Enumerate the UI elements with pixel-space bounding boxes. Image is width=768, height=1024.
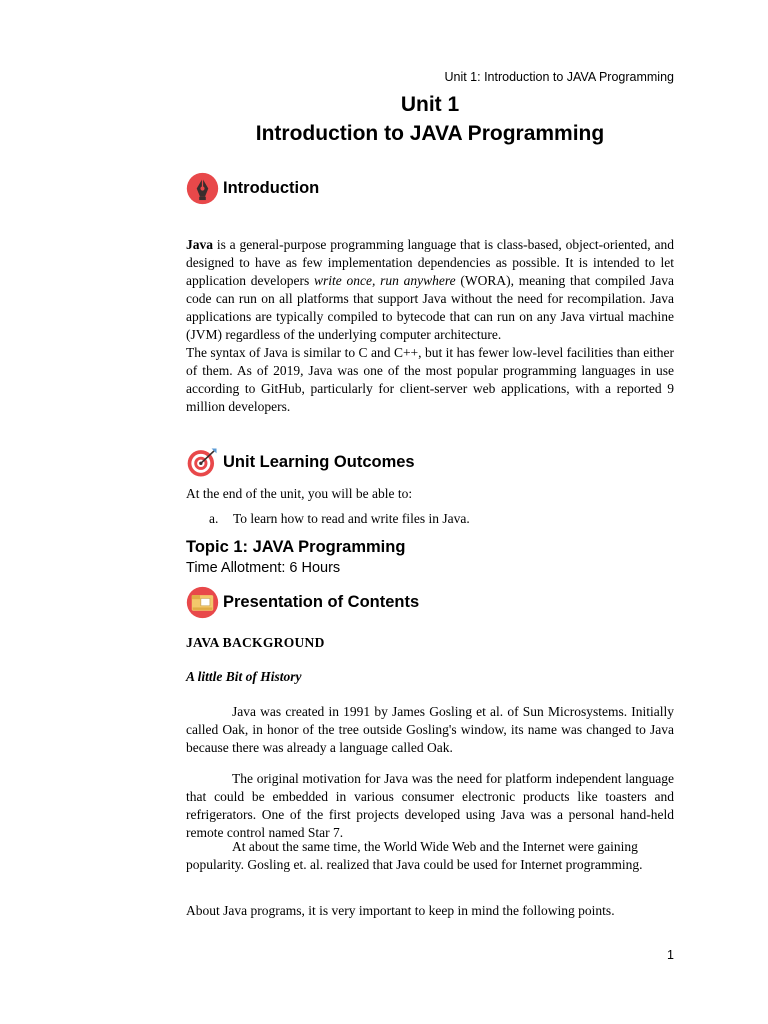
background-heading: JAVA BACKGROUND <box>186 635 325 650</box>
topic-time: Time Allotment: 6 Hours <box>186 560 341 576</box>
pen-nib-icon <box>186 172 219 205</box>
history-paragraph-1: Java was created in 1991 by James Gosling et al. of Sun Microsystems. Initially called Oak, in honor of the tree outside Gosling's window, its name was changed to Java because there was already a language called Oak. <box>186 704 674 755</box>
target-icon <box>186 446 219 479</box>
intro-text-3: The syntax of Java is similar to C and C++, but it has fewer low-level facilities than either of them. As of 2019, Java was one of the most popular programming languages in use according to GitHub, particularly for client-server web applications, with a reported 9 million developers. <box>186 345 674 414</box>
history-heading: A little Bit of History <box>186 669 302 684</box>
folder-icon <box>186 586 219 619</box>
outcome-item <box>209 511 470 527</box>
page-title <box>0 90 768 148</box>
java-term: Java <box>186 237 213 252</box>
intro-text-2: (WORA), meaning that compiled Java code can run on all platforms that support Java without the need for recompilation. Java applications are typically compiled to bytecode that can run on any Java virtual machine (JVM) regardless of the underlying computer architecture. <box>186 273 674 342</box>
presentation-heading-label: Presentation of Contents <box>223 593 420 611</box>
history-paragraph-3: At about the same time, the World Wide Web and the Internet were gaining popularity. Gosling et. al. realized that Java could be used for Internet programming. <box>186 839 643 872</box>
running-header: Unit 1: Introduction to JAVA Programming <box>444 70 674 84</box>
introduction-heading-label: Introduction <box>223 179 320 197</box>
outcomes-heading-label: Unit Learning Outcomes <box>223 453 415 471</box>
intro-text-1: is a general-purpose programming language that is class-based, object-oriented, and designed to have as few implementation dependencies as possible. It is intended to let application developers <box>186 237 674 288</box>
outcome-letter: a. <box>209 511 219 526</box>
title-line-1: Unit 1 <box>400 93 460 116</box>
history-paragraph-2: The original motivation for Java was the need for platform independent language that could be embedded in various consumer electronic products like toasters and refrigerators. One of the first projects developed using Java was a personal hand-held remote control named Star 7. <box>186 771 674 840</box>
java-points-paragraph: About Java programs, it is very important to keep in mind the following points. <box>186 903 615 918</box>
page-number: 1 <box>667 948 674 962</box>
presentation-heading <box>186 586 419 619</box>
title-line-2: Introduction to JAVA Programming <box>255 122 605 145</box>
outcomes-lead: At the end of the unit, you will be able to: <box>186 486 413 501</box>
topic-title: Topic 1: JAVA Programming <box>186 538 406 556</box>
wora-phrase: write once, run anywhere <box>313 273 456 288</box>
intro-paragraph <box>186 236 674 416</box>
introduction-heading <box>186 172 319 205</box>
outcome-text: To learn how to read and write files in Java. <box>233 511 470 526</box>
outcomes-heading <box>186 446 415 479</box>
